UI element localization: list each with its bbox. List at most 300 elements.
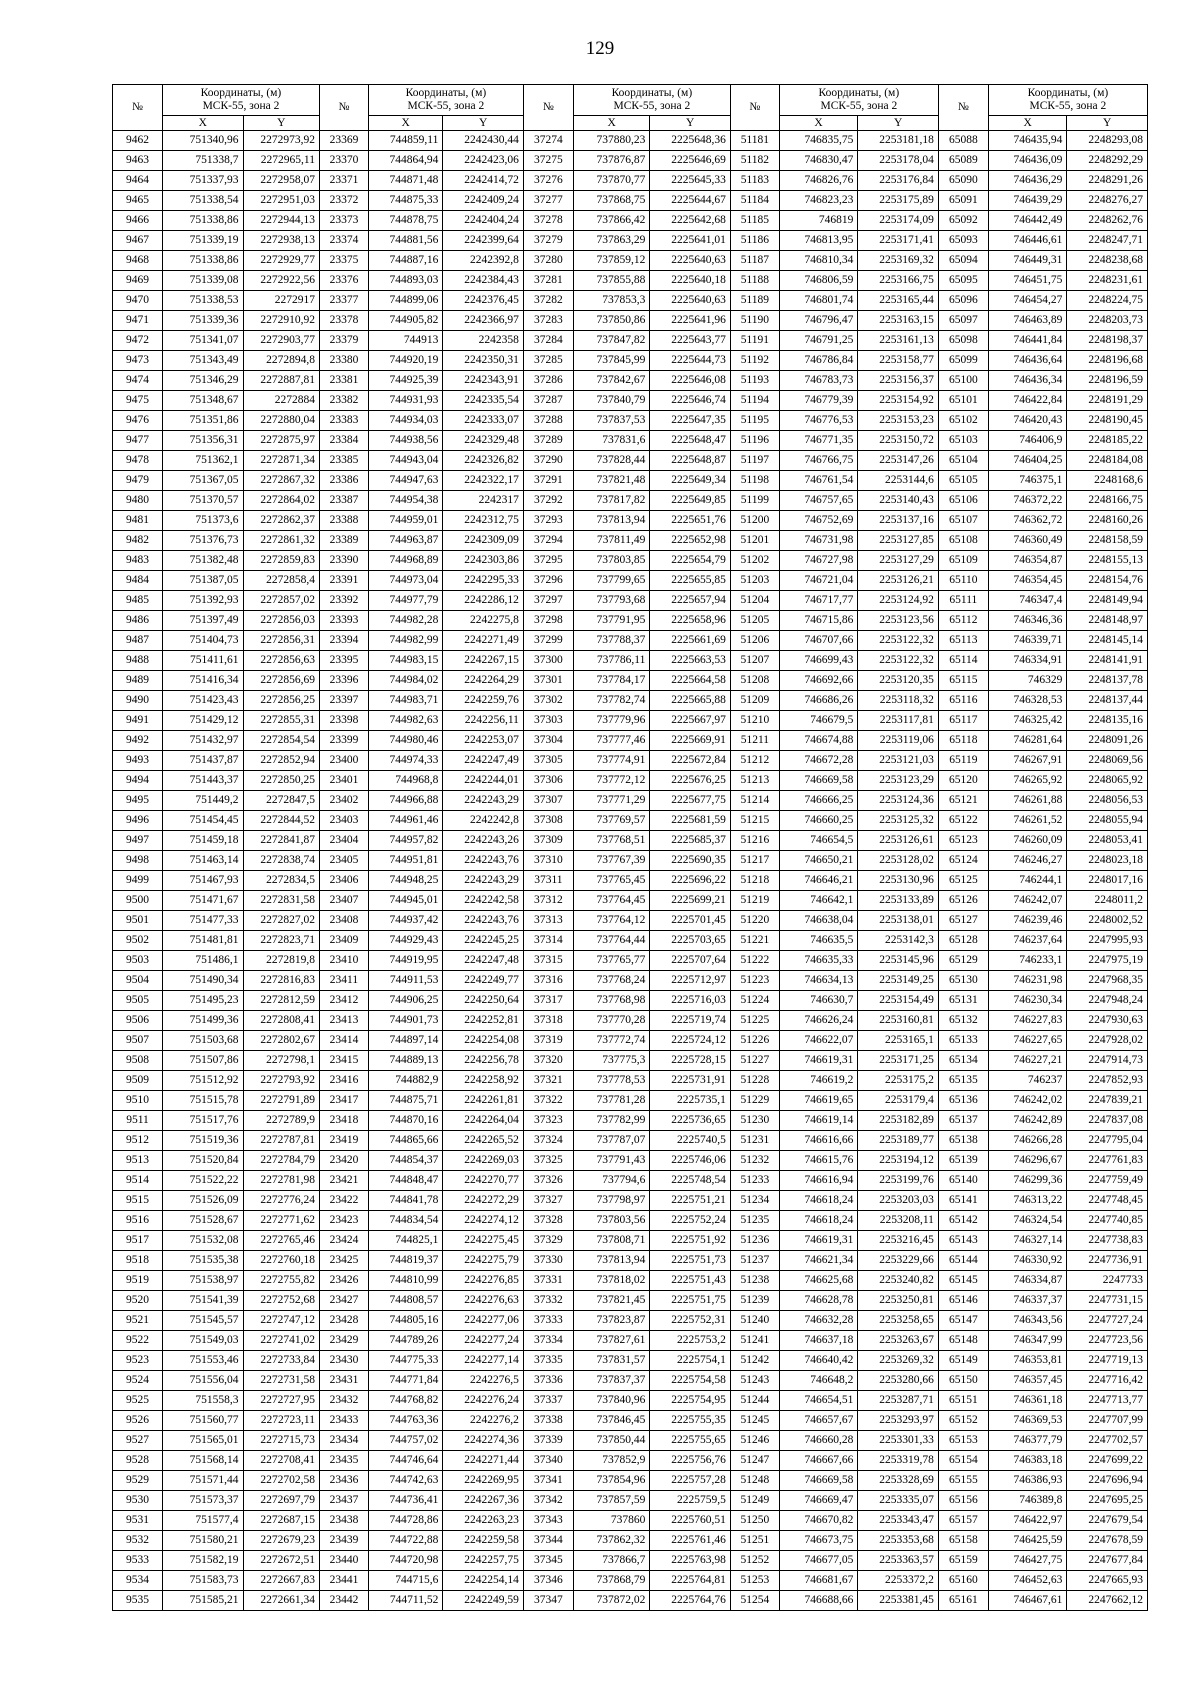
point-number-cell: 9493 (113, 751, 163, 771)
table-row (113, 931, 1148, 951)
point-number-cell: 23434 (319, 1431, 368, 1451)
x-coordinate-cell: 751556,04 (162, 1371, 243, 1391)
y-coordinate-cell: 2242277,06 (443, 1311, 524, 1331)
point-number-cell: 9489 (113, 671, 163, 691)
point-number-cell: 9517 (113, 1231, 163, 1251)
x-coordinate-cell: 737769,57 (573, 811, 649, 831)
y-coordinate-cell: 2272856,69 (243, 671, 319, 691)
y-coordinate-cell: 2225646,08 (650, 371, 731, 391)
point-number-cell: 51223 (730, 971, 779, 991)
point-number-cell: 65097 (938, 311, 988, 331)
x-coordinate-cell: 746261,52 (988, 811, 1067, 831)
x-coordinate-cell: 746436,64 (988, 351, 1067, 371)
y-coordinate-cell: 2253123,56 (858, 611, 939, 631)
point-number-cell: 65144 (938, 1251, 988, 1271)
x-coordinate-cell: 746669,58 (779, 1471, 858, 1491)
y-coordinate-cell: 2272715,73 (243, 1431, 319, 1451)
point-number-cell: 65135 (938, 1071, 988, 1091)
point-number-cell: 23415 (319, 1051, 368, 1071)
point-number-cell: 9475 (113, 391, 163, 411)
point-number-cell: 9462 (113, 131, 163, 151)
x-coordinate-cell: 737791,95 (573, 611, 649, 631)
point-number-cell: 23390 (319, 551, 368, 571)
y-coordinate-cell: 2253353,68 (858, 1531, 939, 1551)
y-coordinate-cell: 2253165,1 (858, 1031, 939, 1051)
point-number-cell: 23400 (319, 751, 368, 771)
point-number-cell: 65099 (938, 351, 988, 371)
point-number-cell: 65104 (938, 451, 988, 471)
y-coordinate-cell: 2253171,41 (858, 231, 939, 251)
x-coordinate-cell: 746826,76 (779, 171, 858, 191)
x-coordinate-cell: 751443,37 (162, 771, 243, 791)
point-number-cell: 9495 (113, 791, 163, 811)
x-coordinate-cell: 737821,48 (573, 471, 649, 491)
x-coordinate-cell: 744983,71 (368, 691, 442, 711)
y-coordinate-cell: 2253127,29 (858, 551, 939, 571)
x-coordinate-cell: 746823,23 (779, 191, 858, 211)
point-number-cell: 37299 (523, 631, 573, 651)
column-header-number: № (113, 85, 163, 131)
y-coordinate-cell: 2247707,99 (1067, 1411, 1148, 1431)
point-number-cell: 37346 (523, 1571, 573, 1591)
point-number-cell: 65110 (938, 571, 988, 591)
point-number-cell: 51241 (730, 1331, 779, 1351)
table-row (113, 211, 1148, 231)
point-number-cell: 65121 (938, 791, 988, 811)
point-number-cell: 37318 (523, 1011, 573, 1031)
y-coordinate-cell: 2272884 (243, 391, 319, 411)
x-coordinate-cell: 751392,93 (162, 591, 243, 611)
point-number-cell: 65136 (938, 1091, 988, 1111)
x-coordinate-cell: 751338,86 (162, 211, 243, 231)
y-coordinate-cell: 2272844,52 (243, 811, 319, 831)
table-row (113, 491, 1148, 511)
y-coordinate-cell: 2272793,92 (243, 1071, 319, 1091)
x-coordinate-cell: 744961,46 (368, 811, 442, 831)
y-coordinate-cell: 2242256,78 (443, 1051, 524, 1071)
column-header-x: X (779, 116, 858, 131)
x-coordinate-cell: 751387,05 (162, 571, 243, 591)
point-number-cell: 37320 (523, 1051, 573, 1071)
table-row (113, 1271, 1148, 1291)
x-coordinate-cell: 751423,43 (162, 691, 243, 711)
x-coordinate-cell: 746267,91 (988, 751, 1067, 771)
y-coordinate-cell: 2225754,58 (650, 1371, 731, 1391)
y-coordinate-cell: 2247716,42 (1067, 1371, 1148, 1391)
x-coordinate-cell: 746343,56 (988, 1311, 1067, 1331)
point-number-cell: 23405 (319, 851, 368, 871)
y-coordinate-cell: 2225696,22 (650, 871, 731, 891)
x-coordinate-cell: 746650,21 (779, 851, 858, 871)
point-number-cell: 51208 (730, 671, 779, 691)
coord-title: Координаты, (м) (1027, 87, 1109, 99)
x-coordinate-cell: 746810,34 (779, 251, 858, 271)
x-coordinate-cell: 737767,39 (573, 851, 649, 871)
x-coordinate-cell: 744982,99 (368, 631, 442, 651)
x-coordinate-cell: 751512,92 (162, 1071, 243, 1091)
table-row (113, 771, 1148, 791)
point-number-cell: 23394 (319, 631, 368, 651)
y-coordinate-cell: 2253120,35 (858, 671, 939, 691)
y-coordinate-cell: 2272910,92 (243, 311, 319, 331)
x-coordinate-cell: 746835,75 (779, 131, 858, 151)
x-coordinate-cell: 744819,37 (368, 1251, 442, 1271)
y-coordinate-cell: 2248293,08 (1067, 131, 1148, 151)
y-coordinate-cell: 2242265,52 (443, 1131, 524, 1151)
point-number-cell: 9486 (113, 611, 163, 631)
y-coordinate-cell: 2253161,13 (858, 331, 939, 351)
y-coordinate-cell: 2272831,58 (243, 891, 319, 911)
x-coordinate-cell: 744864,94 (368, 151, 442, 171)
y-coordinate-cell: 2272723,11 (243, 1411, 319, 1431)
y-coordinate-cell: 2272679,23 (243, 1531, 319, 1551)
x-coordinate-cell: 737837,53 (573, 411, 649, 431)
x-coordinate-cell: 751339,08 (162, 271, 243, 291)
table-row (113, 291, 1148, 311)
point-number-cell: 65123 (938, 831, 988, 851)
point-number-cell: 51234 (730, 1191, 779, 1211)
x-coordinate-cell: 751432,97 (162, 731, 243, 751)
point-number-cell: 23408 (319, 911, 368, 931)
y-coordinate-cell: 2247679,54 (1067, 1511, 1148, 1531)
point-number-cell: 51181 (730, 131, 779, 151)
y-coordinate-cell: 2242253,07 (443, 731, 524, 751)
column-header-x: X (988, 116, 1067, 131)
x-coordinate-cell: 746635,5 (779, 931, 858, 951)
table-row (113, 311, 1148, 331)
x-coordinate-cell: 751528,67 (162, 1211, 243, 1231)
y-coordinate-cell: 2242256,11 (443, 711, 524, 731)
y-coordinate-cell: 2272834,5 (243, 871, 319, 891)
x-coordinate-cell: 751486,1 (162, 951, 243, 971)
table-row (113, 1171, 1148, 1191)
y-coordinate-cell: 2272787,81 (243, 1131, 319, 1151)
point-number-cell: 65102 (938, 411, 988, 431)
point-number-cell: 51235 (730, 1211, 779, 1231)
x-coordinate-cell: 737866,42 (573, 211, 649, 231)
point-number-cell: 23383 (319, 411, 368, 431)
point-number-cell: 51200 (730, 511, 779, 531)
x-coordinate-cell: 737847,82 (573, 331, 649, 351)
point-number-cell: 65093 (938, 231, 988, 251)
point-number-cell: 9482 (113, 531, 163, 551)
table-row (113, 1511, 1148, 1531)
point-number-cell: 9498 (113, 851, 163, 871)
y-coordinate-cell: 2225672,84 (650, 751, 731, 771)
point-number-cell: 9515 (113, 1191, 163, 1211)
y-coordinate-cell: 2242271,49 (443, 631, 524, 651)
y-coordinate-cell: 2242259,58 (443, 1531, 524, 1551)
x-coordinate-cell: 751515,78 (162, 1091, 243, 1111)
point-number-cell: 9480 (113, 491, 163, 511)
y-coordinate-cell: 2248137,44 (1067, 691, 1148, 711)
y-coordinate-cell: 2242350,31 (443, 351, 524, 371)
table-row (113, 831, 1148, 851)
point-number-cell: 37307 (523, 791, 573, 811)
x-coordinate-cell: 737831,6 (573, 431, 649, 451)
y-coordinate-cell: 2225731,91 (650, 1071, 731, 1091)
y-coordinate-cell: 2247839,21 (1067, 1091, 1148, 1111)
point-number-cell: 23407 (319, 891, 368, 911)
x-coordinate-cell: 744934,03 (368, 411, 442, 431)
point-number-cell: 9464 (113, 171, 163, 191)
point-number-cell: 37331 (523, 1271, 573, 1291)
x-coordinate-cell: 746721,04 (779, 571, 858, 591)
point-number-cell: 37294 (523, 531, 573, 551)
y-coordinate-cell: 2253123,29 (858, 771, 939, 791)
point-number-cell: 9463 (113, 151, 163, 171)
x-coordinate-cell: 744980,46 (368, 731, 442, 751)
point-number-cell: 23416 (319, 1071, 368, 1091)
x-coordinate-cell: 737840,79 (573, 391, 649, 411)
point-number-cell: 65103 (938, 431, 988, 451)
x-coordinate-cell: 746339,71 (988, 631, 1067, 651)
y-coordinate-cell: 2248148,97 (1067, 611, 1148, 631)
x-coordinate-cell: 746727,98 (779, 551, 858, 571)
x-coordinate-cell: 744805,16 (368, 1311, 442, 1331)
point-number-cell: 51233 (730, 1171, 779, 1191)
y-coordinate-cell: 2242243,29 (443, 871, 524, 891)
table-row (113, 331, 1148, 351)
y-coordinate-cell: 2253343,47 (858, 1511, 939, 1531)
x-coordinate-cell: 751580,21 (162, 1531, 243, 1551)
point-number-cell: 23382 (319, 391, 368, 411)
x-coordinate-cell: 746377,79 (988, 1431, 1067, 1451)
y-coordinate-cell: 2272856,31 (243, 631, 319, 651)
point-number-cell: 65109 (938, 551, 988, 571)
y-coordinate-cell: 2242322,17 (443, 471, 524, 491)
coord-title: Координаты, (м) (405, 87, 487, 99)
x-coordinate-cell: 746618,24 (779, 1191, 858, 1211)
point-number-cell: 37322 (523, 1091, 573, 1111)
table-body (113, 131, 1148, 1611)
column-header-y: Y (1067, 116, 1148, 131)
point-number-cell: 37291 (523, 471, 573, 491)
point-number-cell: 51214 (730, 791, 779, 811)
y-coordinate-cell: 2225746,06 (650, 1151, 731, 1171)
point-number-cell: 37304 (523, 731, 573, 751)
point-number-cell: 65147 (938, 1311, 988, 1331)
point-number-cell: 37292 (523, 491, 573, 511)
y-coordinate-cell: 2248291,26 (1067, 171, 1148, 191)
y-coordinate-cell: 2272856,63 (243, 651, 319, 671)
x-coordinate-cell: 751467,93 (162, 871, 243, 891)
y-coordinate-cell: 2253137,16 (858, 511, 939, 531)
point-number-cell: 23396 (319, 671, 368, 691)
x-coordinate-cell: 746242,02 (988, 1091, 1067, 1111)
y-coordinate-cell: 2248017,16 (1067, 871, 1148, 891)
x-coordinate-cell: 746442,49 (988, 211, 1067, 231)
point-number-cell: 9484 (113, 571, 163, 591)
y-coordinate-cell: 2253166,75 (858, 271, 939, 291)
y-coordinate-cell: 2242254,14 (443, 1571, 524, 1591)
y-coordinate-cell: 2225753,2 (650, 1331, 731, 1351)
table-row (113, 751, 1148, 771)
table-row (113, 1331, 1148, 1351)
y-coordinate-cell: 2225712,97 (650, 971, 731, 991)
x-coordinate-cell: 744905,82 (368, 311, 442, 331)
point-number-cell: 23427 (319, 1291, 368, 1311)
x-coordinate-cell: 746796,47 (779, 311, 858, 331)
y-coordinate-cell: 2253133,89 (858, 891, 939, 911)
point-number-cell: 37337 (523, 1391, 573, 1411)
y-coordinate-cell: 2253144,6 (858, 471, 939, 491)
point-number-cell: 23379 (319, 331, 368, 351)
y-coordinate-cell: 2272687,15 (243, 1511, 319, 1531)
x-coordinate-cell: 744943,04 (368, 451, 442, 471)
y-coordinate-cell: 2225667,97 (650, 711, 731, 731)
x-coordinate-cell: 744937,42 (368, 911, 442, 931)
y-coordinate-cell: 2225759,5 (650, 1491, 731, 1511)
y-coordinate-cell: 2225701,45 (650, 911, 731, 931)
y-coordinate-cell: 2272944,13 (243, 211, 319, 231)
point-number-cell: 37297 (523, 591, 573, 611)
y-coordinate-cell: 2253122,32 (858, 631, 939, 651)
point-number-cell: 65101 (938, 391, 988, 411)
point-number-cell: 51188 (730, 271, 779, 291)
y-coordinate-cell: 2225719,74 (650, 1011, 731, 1031)
y-coordinate-cell: 2225728,15 (650, 1051, 731, 1071)
y-coordinate-cell: 2225752,24 (650, 1211, 731, 1231)
y-coordinate-cell: 2225657,94 (650, 591, 731, 611)
y-coordinate-cell: 2225642,68 (650, 211, 731, 231)
y-coordinate-cell: 2248091,26 (1067, 731, 1148, 751)
y-coordinate-cell: 2225640,63 (650, 291, 731, 311)
point-number-cell: 51225 (730, 1011, 779, 1031)
x-coordinate-cell: 751585,21 (162, 1591, 243, 1611)
point-number-cell: 9534 (113, 1571, 163, 1591)
x-coordinate-cell: 737846,45 (573, 1411, 649, 1431)
point-number-cell: 51201 (730, 531, 779, 551)
y-coordinate-cell: 2253124,36 (858, 791, 939, 811)
x-coordinate-cell: 737808,71 (573, 1231, 649, 1251)
point-number-cell: 23402 (319, 791, 368, 811)
point-number-cell: 9524 (113, 1371, 163, 1391)
x-coordinate-cell: 746354,87 (988, 551, 1067, 571)
x-coordinate-cell: 746801,74 (779, 291, 858, 311)
x-coordinate-cell: 751565,01 (162, 1431, 243, 1451)
point-number-cell: 65159 (938, 1551, 988, 1571)
y-coordinate-cell: 2225648,36 (650, 131, 731, 151)
y-coordinate-cell: 2272819,8 (243, 951, 319, 971)
x-coordinate-cell: 746386,93 (988, 1471, 1067, 1491)
point-number-cell: 65114 (938, 651, 988, 671)
y-coordinate-cell: 2253163,15 (858, 311, 939, 331)
point-number-cell: 51206 (730, 631, 779, 651)
table-row (113, 1011, 1148, 1031)
point-number-cell: 37315 (523, 951, 573, 971)
point-number-cell: 65127 (938, 911, 988, 931)
y-coordinate-cell: 2248196,59 (1067, 371, 1148, 391)
y-coordinate-cell: 2253194,12 (858, 1151, 939, 1171)
point-number-cell: 51230 (730, 1111, 779, 1131)
y-coordinate-cell: 2272875,97 (243, 431, 319, 451)
x-coordinate-cell: 737868,75 (573, 191, 649, 211)
point-number-cell: 51216 (730, 831, 779, 851)
x-coordinate-cell: 746669,58 (779, 771, 858, 791)
point-number-cell: 37298 (523, 611, 573, 631)
table-row (113, 731, 1148, 751)
x-coordinate-cell: 737803,56 (573, 1211, 649, 1231)
point-number-cell: 51183 (730, 171, 779, 191)
y-coordinate-cell: 2272823,71 (243, 931, 319, 951)
x-coordinate-cell: 751370,57 (162, 491, 243, 511)
y-coordinate-cell: 2225652,98 (650, 531, 731, 551)
x-coordinate-cell: 746786,84 (779, 351, 858, 371)
point-number-cell: 65155 (938, 1471, 988, 1491)
x-coordinate-cell: 746679,5 (779, 711, 858, 731)
y-coordinate-cell: 2253240,82 (858, 1271, 939, 1291)
y-coordinate-cell: 2272858,4 (243, 571, 319, 591)
table-row (113, 891, 1148, 911)
x-coordinate-cell: 744871,48 (368, 171, 442, 191)
point-number-cell: 51244 (730, 1391, 779, 1411)
y-coordinate-cell: 2272867,32 (243, 471, 319, 491)
point-number-cell: 51253 (730, 1571, 779, 1591)
y-coordinate-cell: 2247914,73 (1067, 1051, 1148, 1071)
table-row (113, 571, 1148, 591)
x-coordinate-cell: 746752,69 (779, 511, 858, 531)
point-number-cell: 65157 (938, 1511, 988, 1531)
y-coordinate-cell: 2248168,6 (1067, 471, 1148, 491)
y-coordinate-cell: 2248292,29 (1067, 151, 1148, 171)
x-coordinate-cell: 744834,54 (368, 1211, 442, 1231)
x-coordinate-cell: 746615,76 (779, 1151, 858, 1171)
point-number-cell: 37279 (523, 231, 573, 251)
y-coordinate-cell: 2242269,95 (443, 1471, 524, 1491)
x-coordinate-cell: 737855,88 (573, 271, 649, 291)
point-number-cell: 51220 (730, 911, 779, 931)
y-coordinate-cell: 2272847,5 (243, 791, 319, 811)
x-coordinate-cell: 746436,29 (988, 171, 1067, 191)
y-coordinate-cell: 2253335,07 (858, 1491, 939, 1511)
y-coordinate-cell: 2225707,64 (650, 951, 731, 971)
x-coordinate-cell: 751571,44 (162, 1471, 243, 1491)
y-coordinate-cell: 2272752,68 (243, 1291, 319, 1311)
x-coordinate-cell: 737823,87 (573, 1311, 649, 1331)
point-number-cell: 23421 (319, 1171, 368, 1191)
y-coordinate-cell: 2242384,43 (443, 271, 524, 291)
x-coordinate-cell: 744870,16 (368, 1111, 442, 1131)
x-coordinate-cell: 744957,82 (368, 831, 442, 851)
x-coordinate-cell: 737798,97 (573, 1191, 649, 1211)
x-coordinate-cell: 744889,13 (368, 1051, 442, 1071)
x-coordinate-cell: 751337,93 (162, 171, 243, 191)
x-coordinate-cell: 744875,33 (368, 191, 442, 211)
y-coordinate-cell: 2225756,76 (650, 1451, 731, 1471)
point-number-cell: 65106 (938, 491, 988, 511)
point-number-cell: 23387 (319, 491, 368, 511)
x-coordinate-cell: 737854,96 (573, 1471, 649, 1491)
x-coordinate-cell: 744948,25 (368, 871, 442, 891)
column-header-number: № (319, 85, 368, 131)
table-row (113, 631, 1148, 651)
point-number-cell: 51247 (730, 1451, 779, 1471)
x-coordinate-cell: 746637,18 (779, 1331, 858, 1351)
table-row (113, 131, 1148, 151)
y-coordinate-cell: 2247695,25 (1067, 1491, 1148, 1511)
point-number-cell: 65133 (938, 1031, 988, 1051)
y-coordinate-cell: 2242267,15 (443, 651, 524, 671)
point-number-cell: 37286 (523, 371, 573, 391)
x-coordinate-cell: 744911,53 (368, 971, 442, 991)
point-number-cell: 9528 (113, 1451, 163, 1471)
y-coordinate-cell: 2247727,24 (1067, 1311, 1148, 1331)
y-coordinate-cell: 2242286,12 (443, 591, 524, 611)
point-number-cell: 37321 (523, 1071, 573, 1091)
y-coordinate-cell: 2242254,08 (443, 1031, 524, 1051)
x-coordinate-cell: 746646,21 (779, 871, 858, 891)
